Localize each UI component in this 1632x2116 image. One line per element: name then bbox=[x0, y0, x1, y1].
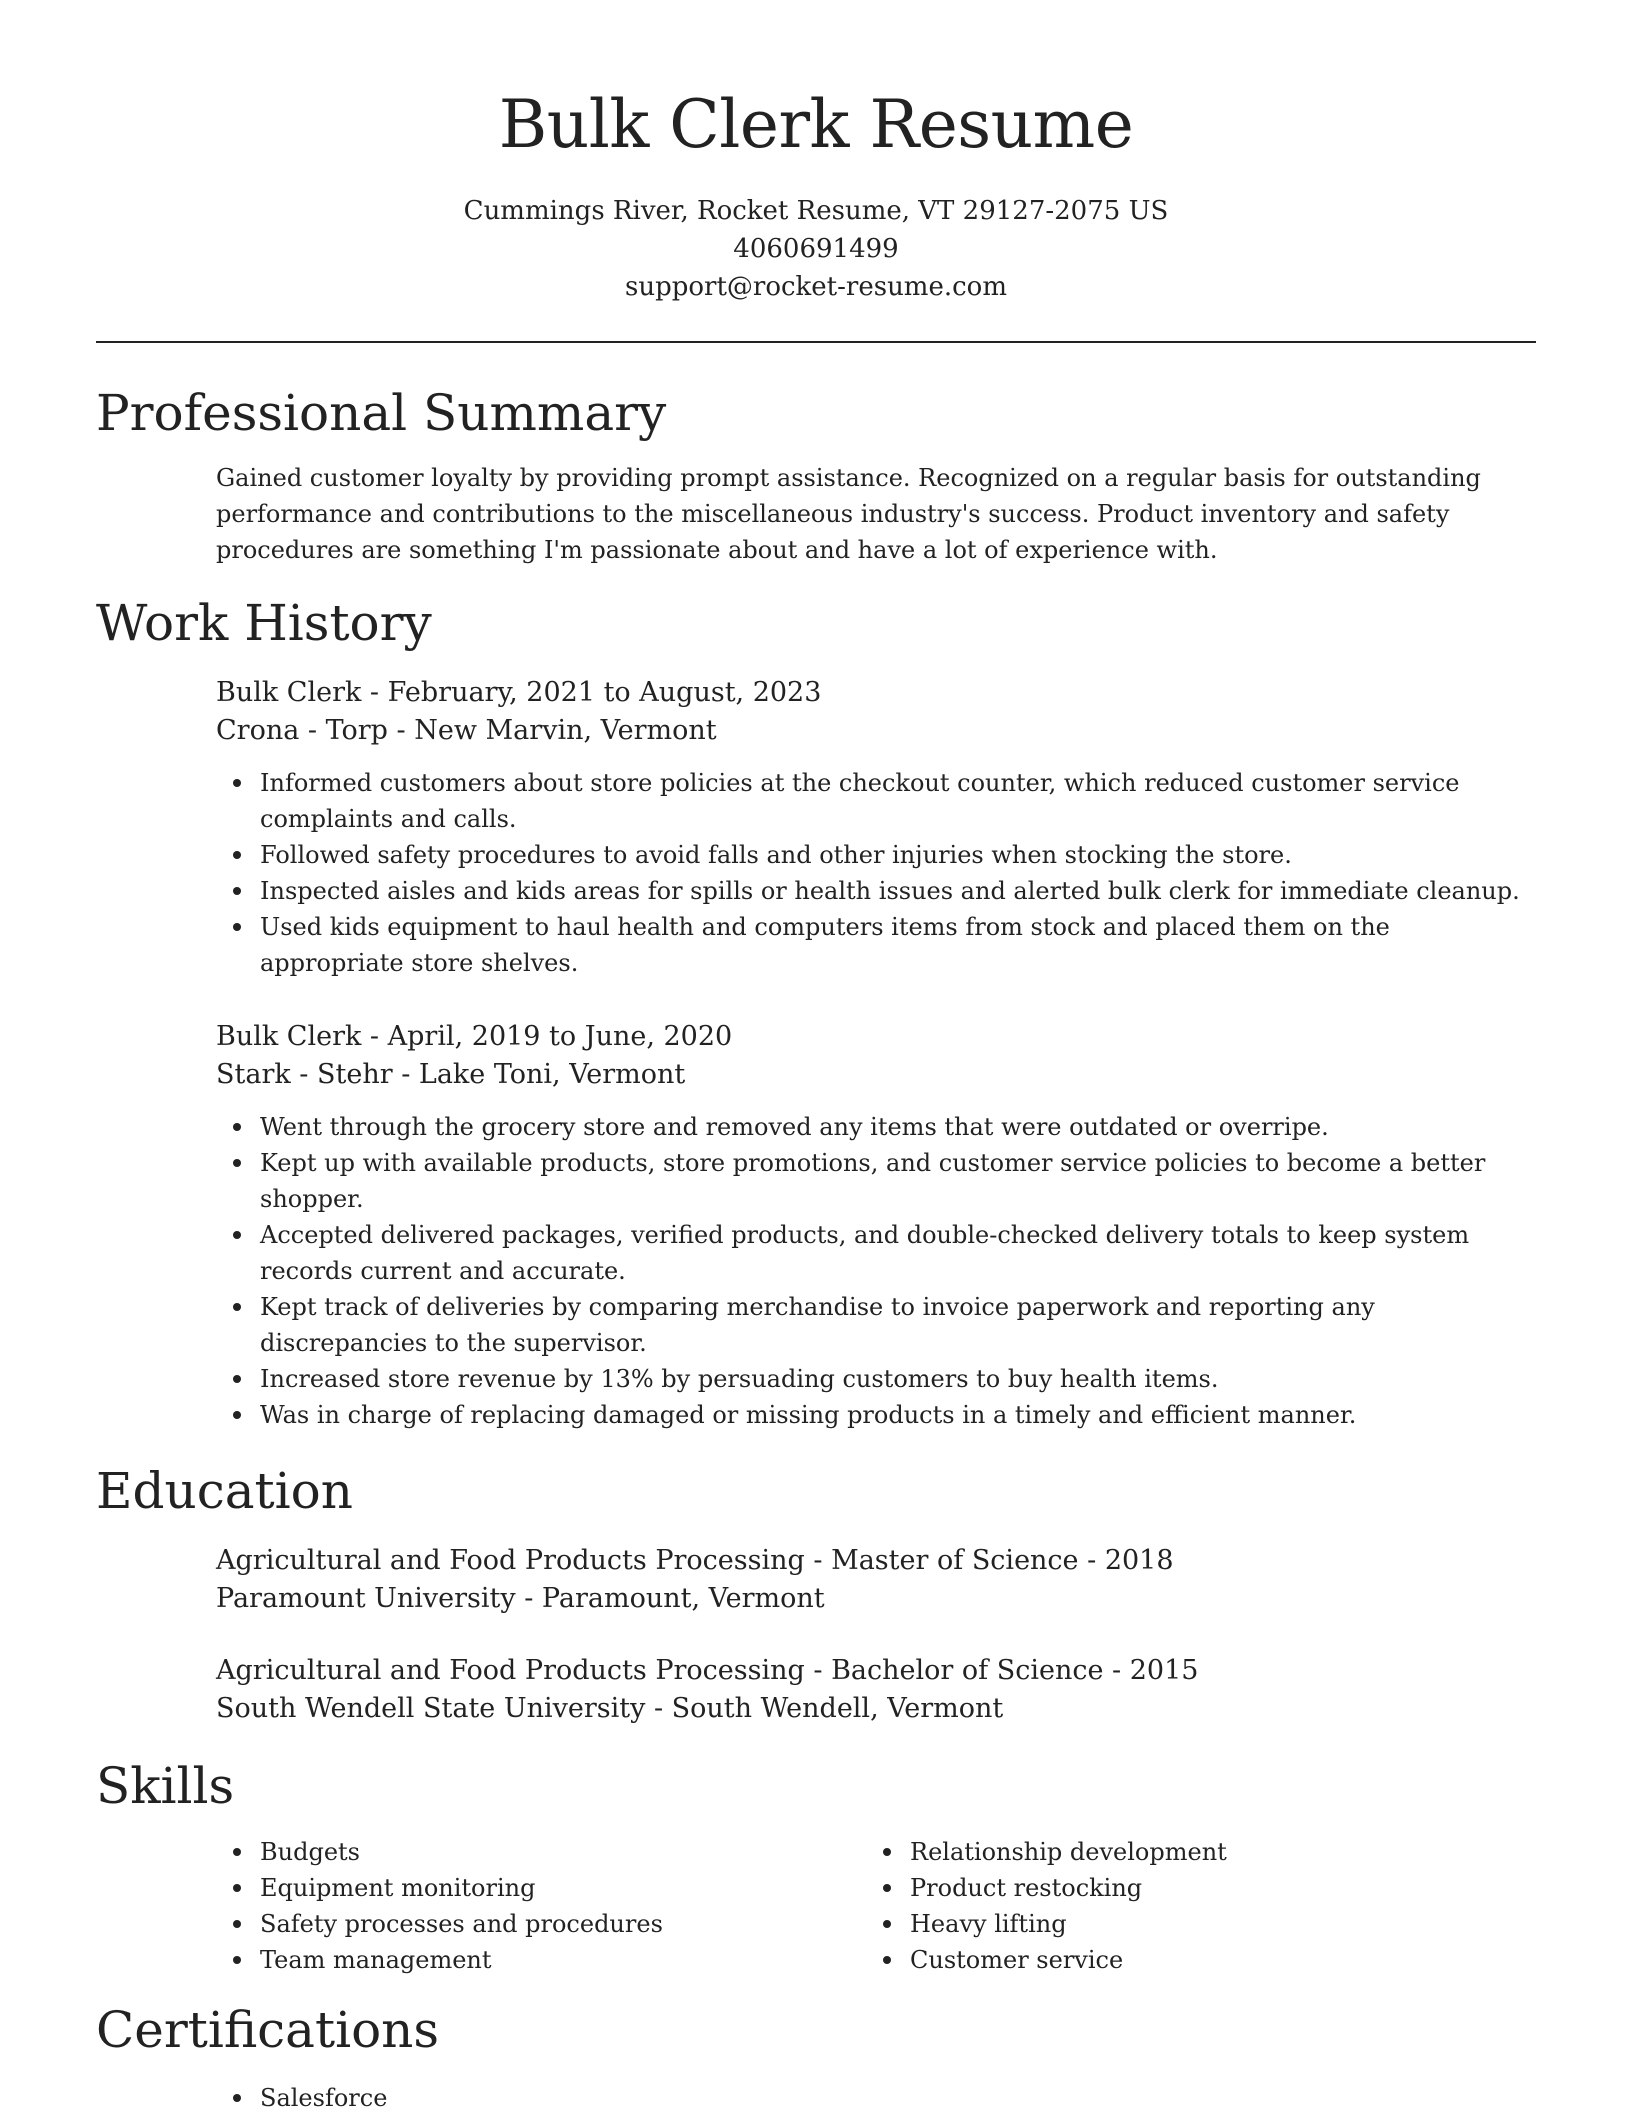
list-item: Informed customers about store policies at the checkout counter, which reduced customer service complaints and calls. bbox=[260, 765, 1536, 837]
school: South Wendell State University - South Wendell, Vermont bbox=[216, 1693, 1004, 1724]
list-item: Salesforce bbox=[260, 2080, 1536, 2116]
list-item: Went through the grocery store and removed any items that were outdated or overripe. bbox=[260, 1109, 1536, 1145]
job-position: Bulk Clerk - April, 2019 to June, 2020 bbox=[216, 1021, 733, 1052]
list-item: Heavy lifting bbox=[910, 1906, 1516, 1942]
skills-grid bbox=[216, 1834, 1536, 1978]
list-item: Was in charge of replacing damaged or missing products in a timely and efficient manner. bbox=[260, 1397, 1536, 1433]
contact-info bbox=[96, 192, 1536, 306]
education-entry bbox=[216, 1652, 1536, 1728]
list-item: Increased store revenue by 13% by persuading customers to buy health items. bbox=[260, 1361, 1536, 1397]
section-title-skills: Skills bbox=[96, 1757, 235, 1815]
summary-text: Gained customer loyalty by providing prompt assistance. Recognized on a regular basis for outstanding performance and contributions to the miscellaneous industry's success. Product inventory and safety procedures are something I'm passionate about and have a lot of experience with. bbox=[216, 464, 1481, 564]
degree: Agricultural and Food Products Processing - Master of Science - 2018 bbox=[216, 1545, 1174, 1576]
phone: 4060691499 bbox=[733, 234, 899, 264]
job-entry bbox=[216, 674, 1536, 981]
list-item: Followed safety procedures to avoid falls and other injuries when stocking the store. bbox=[260, 837, 1536, 873]
list-item: Kept track of deliveries by comparing merchandise to invoice paperwork and reporting any discrepancies to the supervisor. bbox=[260, 1289, 1536, 1361]
list-item: Used kids equipment to haul health and computers items from stock and placed them on the appropriate store shelves. bbox=[260, 909, 1536, 981]
section-title-summary: Professional Summary bbox=[96, 384, 667, 442]
job-bullets bbox=[216, 765, 1536, 981]
skills-column-left bbox=[216, 1834, 866, 1978]
list-item: Customer service bbox=[910, 1942, 1516, 1978]
certifications-list bbox=[216, 2080, 1536, 2116]
list-item: Equipment monitoring bbox=[260, 1870, 866, 1906]
section-title-certifications: Certifications bbox=[96, 2001, 440, 2059]
list-item: Kept up with available products, store promotions, and customer service policies to become a better shopper. bbox=[260, 1145, 1536, 1217]
address: Cummings River, Rocket Resume, VT 29127-2075 US bbox=[463, 196, 1169, 226]
degree: Agricultural and Food Products Processing - Bachelor of Science - 2015 bbox=[216, 1655, 1199, 1686]
list-item: Team management bbox=[260, 1942, 866, 1978]
job-company: Stark - Stehr - Lake Toni, Vermont bbox=[216, 1059, 686, 1090]
skills-list bbox=[216, 1834, 866, 1978]
list-item: Relationship development bbox=[910, 1834, 1516, 1870]
certifications-block bbox=[216, 2080, 1536, 2116]
header-divider bbox=[96, 341, 1536, 343]
resume-title: Bulk Clerk Resume bbox=[498, 86, 1134, 163]
list-item: Inspected aisles and kids areas for spills or health issues and alerted bulk clerk for immediate cleanup. bbox=[260, 873, 1536, 909]
skills-list bbox=[866, 1834, 1516, 1978]
skills-column-right bbox=[866, 1834, 1516, 1978]
education-entry bbox=[216, 1542, 1536, 1618]
section-title-education: Education bbox=[96, 1462, 353, 1520]
email: support@rocket-resume.com bbox=[624, 272, 1007, 302]
list-item: Budgets bbox=[260, 1834, 866, 1870]
job-bullets bbox=[216, 1109, 1536, 1433]
list-item: Product restocking bbox=[910, 1870, 1516, 1906]
list-item: Safety processes and procedures bbox=[260, 1906, 866, 1942]
list-item: Accepted delivered packages, verified products, and double-checked delivery totals to keep system records current and accurate. bbox=[260, 1217, 1536, 1289]
section-title-work: Work History bbox=[96, 594, 432, 652]
job-entry bbox=[216, 1018, 1536, 1433]
job-position: Bulk Clerk - February, 2021 to August, 2023 bbox=[216, 677, 822, 708]
school: Paramount University - Paramount, Vermont bbox=[216, 1583, 825, 1614]
job-company: Crona - Torp - New Marvin, Vermont bbox=[216, 715, 717, 746]
